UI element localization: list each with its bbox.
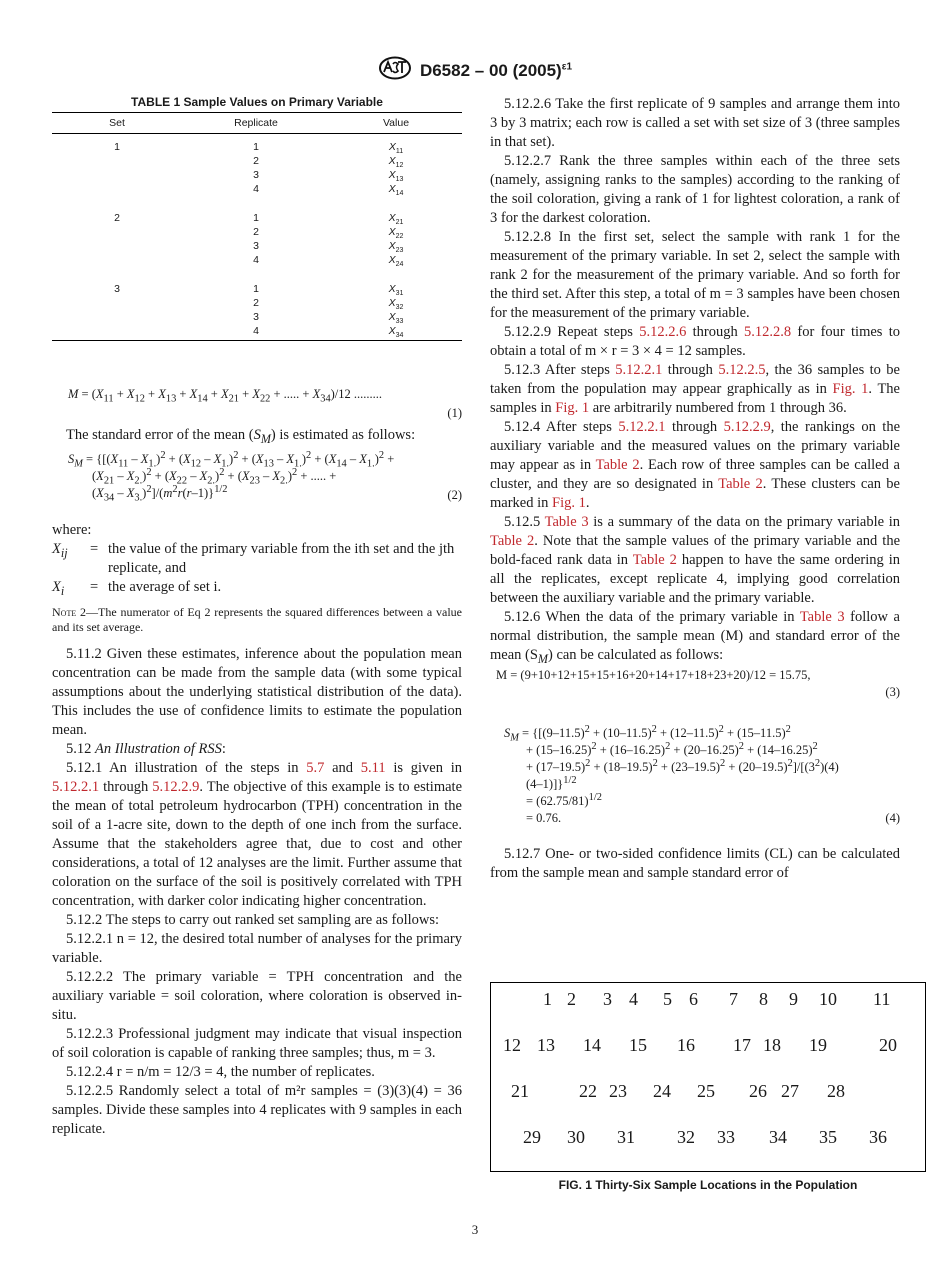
sample-location-label: 26 <box>749 1081 767 1101</box>
equation-4: $S_M = \{[(9-11.5)^2 + (10-11.5)^2 + (12-11.5)^2 + (15-11.5)^2$ + $(15-16.25)^2 + (16-16.25)^2 + (20-16.25)^2 + (14-16.25)^2$ + $(17-19.5)^2 + (18-19.5)^2 + (23-19.5)^2 + (20-19.5)^2]/[(3^2)(4)$ (4–1)]}$^{1/2}$ = $(62.75/81)^{1/2}$ = 0.76. (4) <box>504 723 900 825</box>
table1-value-cell: $X_{24}$ <box>388 254 404 269</box>
equation-1-number: (1) <box>447 406 462 420</box>
sample-location-label: 3 <box>603 989 612 1009</box>
table1-replicate-cell: 4 <box>253 183 259 195</box>
link-table-2[interactable]: Table 2 <box>595 457 640 473</box>
link-fig-1[interactable]: Fig. 1 <box>552 495 586 511</box>
table1-set-cell: 3 <box>114 283 120 295</box>
sample-location-label: 11 <box>873 989 891 1009</box>
link-5-7[interactable]: 5.7 <box>306 760 325 776</box>
para-5-12-2: 5.12.2 The steps to carry out ranked set sampling are as follows: <box>66 912 440 928</box>
table1-set-cell: 1 <box>114 141 120 153</box>
sample-location-label: 16 <box>677 1035 695 1055</box>
table1-value-cell: $X_{12}$ <box>388 155 404 170</box>
sample-location-label: 1 <box>543 989 552 1009</box>
para-5-12-2-8: 5.12.2.8 In the first set, select the sample with rank 1 for the measurement of the primary variable. In set 2, select the sample with rank 2 for the measurement of the primary variable. And so forth for the third set. After this step, a total of m = 3 samples have been chosen for the measurement of the primary variable. <box>490 229 900 321</box>
table1-replicate-cell: 3 <box>253 169 259 181</box>
definition-xij: $X_{ij}$ = the value of the primary variable from the ith set and the jth replicate, and <box>52 541 455 576</box>
link-5-12-2-9[interactable]: 5.12.2.9 <box>152 779 200 795</box>
sample-location-label: 33 <box>717 1127 735 1147</box>
sample-location-label: 22 <box>579 1081 597 1101</box>
table1-value-cell: $X_{21}$ <box>388 212 404 227</box>
sample-location-label: 31 <box>617 1127 635 1147</box>
sample-location-label: 30 <box>567 1127 585 1147</box>
table1-header-value: Value <box>382 117 410 129</box>
where-block <box>52 521 462 597</box>
para-5-12-2-9: 5.12.2.9 Repeat steps 5.12.2.6 through 5.12.2.8 for four times to obtain a total of m × r = 3 × 4 = 12 samples. <box>490 324 901 359</box>
para-5-12-2-1: 5.12.2.1 n = 12, the desired total number of analyses for the primary variable. <box>52 931 462 966</box>
sample-location-label: 5 <box>663 989 672 1009</box>
para-5-12: 5.12 An Illustration of RSS: <box>66 741 226 757</box>
table1-value-cell: $X_{34}$ <box>388 325 404 340</box>
table1-title: TABLE 1 Sample Values on Primary Variable <box>131 95 383 109</box>
equation-2-number: (2) <box>447 488 462 502</box>
sample-location-label: 17 <box>733 1035 751 1055</box>
table1-replicate-cell: 1 <box>253 141 259 153</box>
link-5-12-2-1[interactable]: 5.12.2.1 <box>618 419 666 435</box>
epsilon-superscript: ε1 <box>561 60 573 72</box>
para-5-12-1: 5.12.1 An illustration of the steps in 5.7 and 5.11 is given in 5.12.2.1 through 5.12.2.9. The objective of this example is to estimate the mean of total petroleum hydrocarbon (TPH) concentration in the soil of a 1-acre site, down to the depth of one inch from the surface. Assume that the stakeholders agree that, due to cost and other considerations, a total of 12 analyses are the limit. Further assume that coloration on the surface of the soil is positively correlated with TPH concentration, with darker color indicating higher concentration. <box>52 760 463 909</box>
sample-location-label: 32 <box>677 1127 695 1147</box>
sample-location-label: 12 <box>503 1035 521 1055</box>
table1-header-row <box>52 113 462 134</box>
equation-4-number: (4) <box>885 811 900 825</box>
equation-2: $S_M = \{[(X_{11} - X_{1.})^2 + (X_{12} - X_{1.})^2 + (X_{13} - X_{1.})^2 + (X_{14} - X_{1.})^2$ + $(X_{21} - X_{2.})^2 + (X_{22} - X_{2.})^2 + (X_{23} - X_{2.})^2$ + ..... + $(X_{34} - X_{3.})^2]/(m^2r(r-1)\}^{1/2}$ (2) <box>68 449 462 504</box>
link-5-11[interactable]: 5.11 <box>360 760 386 776</box>
sample-location-label: 28 <box>827 1081 845 1101</box>
figure-1 <box>490 982 926 1172</box>
link-table-3[interactable]: Table 3 <box>799 609 845 625</box>
table1-replicate-cell: 2 <box>253 155 259 167</box>
para-5-12-3: 5.12.3 After steps 5.12.2.1 through 5.12.2.5, the 36 samples to be taken from the population may appear graphically as in Fig. 1. The samples in Fig. 1 are arbitrarily numbered from 1 through 36. <box>490 362 900 416</box>
sample-location-label: 15 <box>629 1035 647 1055</box>
sample-location-label: 19 <box>809 1035 827 1055</box>
astm-logo-icon <box>378 56 412 85</box>
sample-location-label: 9 <box>789 989 798 1009</box>
table1-group <box>52 209 462 267</box>
link-5-12-2-9[interactable]: 5.12.2.9 <box>723 419 771 435</box>
link-5-12-2-1[interactable]: 5.12.2.1 <box>615 362 663 378</box>
table1-value-cell: $X_{31}$ <box>388 283 404 298</box>
left-column <box>52 386 462 1139</box>
sample-location-label: 24 <box>653 1081 671 1101</box>
table1-replicate-cell: 2 <box>253 297 259 309</box>
where-label: where: <box>52 522 92 538</box>
sample-location-label: 18 <box>763 1035 781 1055</box>
table1-value-cell: $X_{23}$ <box>388 240 404 255</box>
table1-replicate-cell: 4 <box>253 254 259 266</box>
page-header <box>0 56 950 85</box>
link-5-12-2-5[interactable]: 5.12.2.5 <box>718 362 766 378</box>
para-5-12-5: 5.12.5 Table 3 is a summary of the data on the primary variable in Table 2. Note that the sample values of the primary variable and the bold-faced rank data in Table 2 happen to have the same ordering in all the replicates, except replicate 4, implying good correlation between the auxiliary variable and the primary variable. <box>490 514 901 606</box>
para-5-12-7: 5.12.7 One- or two-sided confidence limits (CL) can be calculated from the sample mean and sample standard error of <box>490 846 900 881</box>
para-5-12-6: 5.12.6 When the data of the primary variable in Table 3 follow a normal distribution, the sample mean (M) and standard error of the mean $(S_M)$ can be calculated as follows: <box>490 609 900 666</box>
figure-1-caption: FIG. 1 Thirty-Six Sample Locations in the Population <box>558 1178 858 1192</box>
link-5-12-2-8[interactable]: 5.12.2.8 <box>744 324 792 340</box>
sample-location-label: 29 <box>523 1127 541 1147</box>
link-5-12-2-6[interactable]: 5.12.2.6 <box>639 324 687 340</box>
page-number: 3 <box>471 1222 479 1237</box>
link-table-2[interactable]: Table 2 <box>718 476 763 492</box>
sample-location-label: 34 <box>769 1127 787 1147</box>
table1-value-cell: $X_{33}$ <box>388 311 404 326</box>
table1-replicate-cell: 4 <box>253 325 259 337</box>
sample-location-label: 23 <box>609 1081 627 1101</box>
sample-location-label: 27 <box>781 1081 799 1101</box>
table1-replicate-cell: 1 <box>253 212 259 224</box>
link-5-12-2-1[interactable]: 5.12.2.1 <box>52 779 100 795</box>
sample-location-label: 4 <box>629 989 638 1009</box>
table1-header-replicate: Replicate <box>234 117 278 129</box>
para-5-12-2-6: 5.12.2.6 Take the first replicate of 9 samples and arrange them into 3 by 3 matrix; each row is called a set with set size of 3 (three samples in that set). <box>490 96 900 150</box>
para-5-12-2-2: 5.12.2.2 The primary variable = TPH concentration and the auxiliary variable = soil coloration, where coloration is observed in-situ. <box>52 969 462 1023</box>
equation-1: $M = (X_{11} + X_{12} + X_{13} + X_{14} + X_{21} + X_{22}$ + ..... + $X_{34})/12$ ......... (1) <box>68 387 462 420</box>
sample-location-label: 21 <box>511 1081 529 1101</box>
stderr-intro: The standard error of the mean $(S_M)$ is estimated as follows: <box>66 427 416 446</box>
sample-location-label: 35 <box>819 1127 837 1147</box>
sample-location-label: 6 <box>689 989 698 1009</box>
table1-header-set: Set <box>109 117 125 129</box>
sample-location-label: 2 <box>567 989 576 1009</box>
table1-replicate-cell: 2 <box>253 226 259 238</box>
table1-group <box>52 280 462 338</box>
table1-group <box>52 138 462 196</box>
sample-location-label: 36 <box>869 1127 887 1147</box>
table1-value-cell: $X_{22}$ <box>388 226 404 241</box>
link-table-2[interactable]: Table 2 <box>490 533 535 549</box>
table1-replicate-cell: 1 <box>253 283 259 295</box>
para-5-12-2-7: 5.12.2.7 Rank the three samples within each of the three sets (namely, assigning ranks to the samples) according to the ranking of the soil coloration, giving a rank of 1 for lightest coloration, a rank of 3 for the darkest coloration. <box>490 153 900 226</box>
table1-value-cell: $X_{14}$ <box>388 183 404 198</box>
equation-3: M = (9+10+12+15+15+16+20+14+17+18+23+20)/12 = 15.75, (3) <box>496 668 900 699</box>
sample-location-label: 14 <box>583 1035 601 1055</box>
note-2: Note 2—The numerator of Eq 2 represents the squared differences between a value and its set average. <box>52 605 462 634</box>
sample-location-label: 13 <box>537 1035 555 1055</box>
table1-value-cell: $X_{32}$ <box>388 297 404 312</box>
right-column <box>490 95 900 883</box>
standard-designation: D6582 – 00 $(2005)^{\varepsilon 1}$ <box>419 60 573 80</box>
sample-location-label: 20 <box>879 1035 897 1055</box>
table1-value-cell: $X_{11}$ <box>388 141 404 156</box>
sample-location-label: 10 <box>819 989 837 1009</box>
sample-location-label: 7 <box>729 989 738 1009</box>
table1-set-cell: 2 <box>114 212 120 224</box>
para-5-12-2-5: 5.12.2.5 Randomly select a total of m²r samples = (3)(3)(4) = 36 samples. Divide these samples into 4 replicates with 9 samples in each replicate. <box>52 1083 462 1137</box>
para-5-12-2-3: 5.12.2.3 Professional judgment may indicate that visual inspection of soil coloration is capable of ranking three samples; thus, m = 3. <box>52 1026 462 1061</box>
table1 <box>52 112 462 341</box>
link-fig-1[interactable]: Fig. 1 <box>555 400 590 416</box>
sample-location-label: 25 <box>697 1081 715 1101</box>
link-table-2[interactable]: Table 2 <box>632 552 677 568</box>
table1-body <box>52 134 462 340</box>
link-fig-1[interactable]: Fig. 1 <box>832 381 869 397</box>
equation-3-number: (3) <box>885 685 900 699</box>
definition-xi: $X_i$ = the average of set i. <box>52 579 222 598</box>
table1-value-cell: $X_{13}$ <box>388 169 404 184</box>
sample-location-label: 8 <box>759 989 768 1009</box>
link-table-3[interactable]: Table 3 <box>544 514 589 530</box>
table1-replicate-cell: 3 <box>253 240 259 252</box>
table1-replicate-cell: 3 <box>253 311 259 323</box>
para-5-12-2-4: 5.12.2.4 r = n/m = 12/3 = 4, the number of replicates. <box>66 1064 375 1080</box>
para-5-11-2: 5.11.2 Given these estimates, inference about the population mean concentration can be made from the sample data (with some typical assumptions about the underlying statistical distribution of the data). This includes the use of confidence limits to estimate the population mean. <box>52 646 462 738</box>
para-5-12-4: 5.12.4 After steps 5.12.2.1 through 5.12.2.9, the rankings on the auxiliary variable and the measured values on the primary variable may appear as in Table 2. Each row of three samples can be called a cluster, and they are so designated in Table 2. These clusters can be marked in Fig. 1. <box>490 419 901 511</box>
